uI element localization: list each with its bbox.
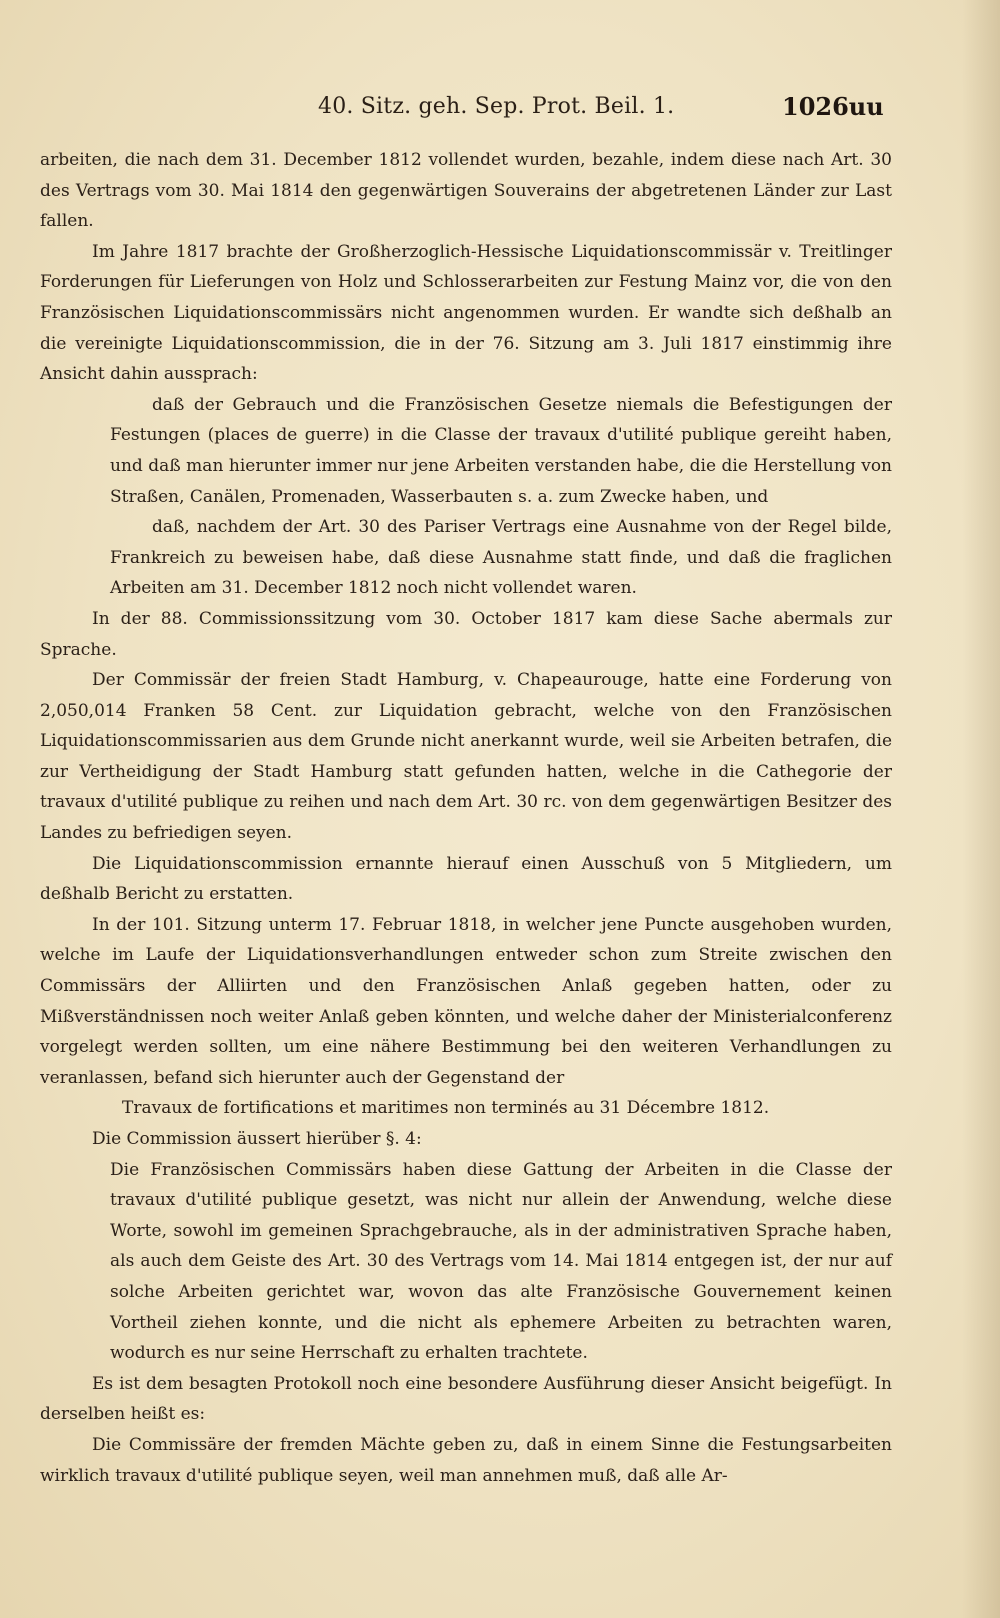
paragraph-hamburg: Der Commissär der freien Stadt Hamburg, v. Chapeaurouge, hatte eine Forderung von 2,050,014 Franken 58 Cent. zur Liquidation gebracht, welche von den Französischen Liquidationscommissarien aus dem Grunde nicht anerkannt wurde, weil sie Arbeiten betrafen, die zur Vertheidigung der Stadt Hamburg statt gefunden hatten, welche in die Cathegorie der travaux d'utilité publique zu reihen und nach dem Art. 30 rc. von dem gegenwärtigen Besitzer des Landes zu befriedigen seyen.: [40, 670, 892, 844]
french-heading: Travaux de fortifications et maritimes non terminés au 31 Décembre 1812.: [122, 1098, 770, 1119]
paragraph-88th-session: In der 88. Commissionssitzung vom 30. October 1817 kam diese Sache abermals zur Sprache.: [40, 608, 892, 660]
paragraph-continuation: arbeiten, die nach dem 31. December 1812 vollendet wurden, bezahle, indem diese nach Art. 30 des Vertrags vom 30. Mai 1814 den gegenwärtigen Souverains der abgetretenen Länder zur Last fallen.: [40, 150, 892, 232]
paragraph-committee: Die Liquidationscommission ernannte hierauf einen Ausschuß von 5 Mitgliedern, um deßhalb Bericht zu erstatten.: [40, 853, 892, 905]
quote-french-commissars: Die Französischen Commissärs haben diese Gattung der Arbeiten in die Classe der travaux d'utilité publique gesetzt, was nicht nur allein der Anwendung, welche diese Worte, sowohl im gemeinen Sprachgebrauche, als in der administrativen Sprache haben, als auch dem Geiste des Art. 30 des Vertrags vom 14. Mai 1814 entgegen ist, der nur auf solche Arbeiten gerichtet war, wovon das alte Französische Gouvernement keinen Vortheil ziehen konnte, und die nicht als ephemere Arbeiten zu betrachten waren, wodurch es nur seine Herrschaft zu erhalten trachtete.: [110, 1159, 892, 1364]
page-number: 1026uu: [782, 92, 884, 121]
quote-fortifications: daß der Gebrauch und die Französischen Gesetze niemals die Befestigungen der Festungen (places de guerre) in die Classe der travaux d'utilité publique gereiht haben, und daß man hierunter immer nur jene Arbeiten verstanden habe, die die Herstellung von Straßen, Canälen, Promenaden, Wasserbauten s. a. zum Zwecke haben, und: [110, 394, 892, 507]
paragraph-protocol: Es ist dem besagten Protokoll noch eine besondere Ausführung dieser Ansicht beigefügt. In derselben heißt es:: [40, 1373, 892, 1425]
paragraph-foreign-powers: Die Commissäre der fremden Mächte geben zu, daß in einem Sinne die Festungsarbeiten wirklich travaux d'utilité publique seyen, weil man annehmen muß, daß alle Ar-: [40, 1434, 892, 1486]
paragraph-treitlinger: Im Jahre 1817 brachte der Großherzoglich-Hessische Liquidationscommissär v. Treitlinger Forderungen für Lieferungen von Holz und Schlosserarbeiten zur Festung Mainz vor, die von den Französischen Liquidationscommissärs nicht angenommen wurden. Er wandte sich deßhalb an die vereinigte Liquidationscommission, die in der 76. Sitzung am 3. Juli 1817 einstimmig ihre Ansicht dahin aussprach:: [40, 241, 892, 385]
paragraph-101st-session: In der 101. Sitzung unterm 17. Februar 1818, in welcher jene Puncte ausgehoben wurden, welche im Laufe der Liquidationsverhandlungen entweder schon zum Streite zwischen den Commissärs der Alliirten und den Französischen Anlaß gegeben hatten, oder zu Mißverständnissen noch weiter Anlaß geben könnten, und welche daher der Ministerialconferenz vorgelegt werden sollten, um eine nähere Bestimmung bei den weiteren Verhandlungen zu veranlassen, befand sich hierunter auch der Gegenstand der: [40, 914, 892, 1088]
page-header: [0, 92, 1000, 132]
header-title: 40. Sitz. geh. Sep. Prot. Beil. 1.: [318, 94, 675, 119]
body-text: [40, 145, 892, 1491]
quote-exception: daß, nachdem der Art. 30 des Pariser Vertrags eine Ausnahme von der Regel bilde, Frankreich zu beweisen habe, daß diese Ausnahme statt finde, und daß die fraglichen Arbeiten am 31. December 1812 noch nicht vollendet waren.: [110, 517, 892, 599]
paragraph-commission-section: Die Commission äussert hierüber §. 4:: [92, 1129, 422, 1149]
page-edge-shadow: [962, 0, 1000, 1618]
